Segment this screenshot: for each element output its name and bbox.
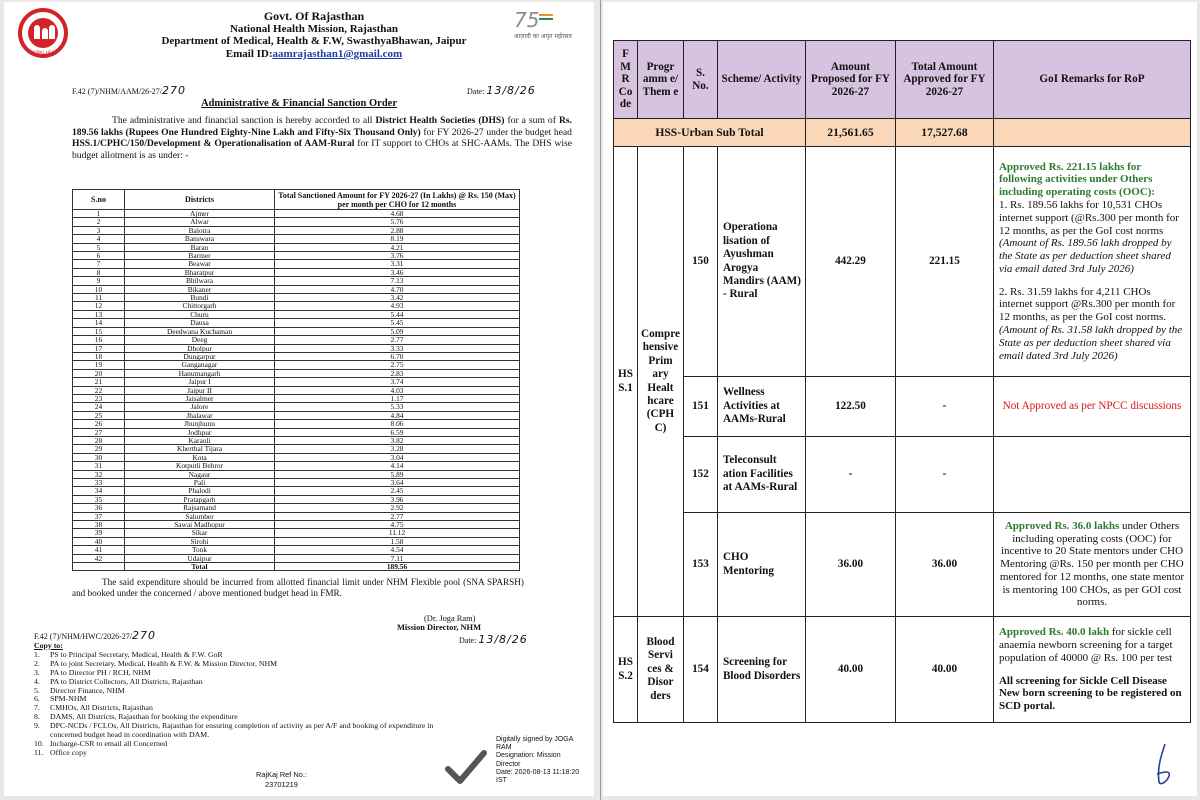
fmr-code-hss1: HS S.1 [614,147,638,617]
flag-icon [539,14,553,20]
table-row [73,546,520,554]
cell-sno: 19 [73,361,125,369]
cell-district: Nagaur [125,470,275,478]
cell-amount: 6.70 [275,352,520,360]
table-row [73,361,520,369]
table-row [73,210,520,218]
list-item: 4. PA to District Collectors, All Districts, Rajasthan [34,676,203,686]
cell-amount: 3.31 [275,260,520,268]
ref-handwritten: 270 [162,84,187,97]
table-row [73,243,520,251]
hss-subtotal-row [614,119,1191,147]
cell-sno: 30 [73,453,125,461]
mission-heading: National Health Mission, Rajasthan [229,23,399,35]
copy-to-title: Copy to: [34,641,63,650]
list-item: 1. PS to Principal Secretary, Medical, Health & F.W. GoR [34,649,223,659]
cell-district: Kota [125,453,275,461]
copy-to-list [34,642,454,758]
nhm-logo [18,8,68,58]
table-row [73,411,520,419]
cell-amount: 3.82 [275,436,520,444]
cell-sno: 34 [73,487,125,495]
checkmark-icon [444,747,488,787]
table-row [73,428,520,436]
cell-district: Churu [125,310,275,318]
cell-sno: 14 [73,319,125,327]
cell-district: Dungarpur [125,352,275,360]
sno-154: 154 [683,617,717,723]
cell-district: Ajmer [125,210,275,218]
email-link[interactable]: aamrajasthan1@gmail.com [272,48,403,60]
table-row [73,319,520,327]
cell-district: Kotputli Behror [125,462,275,470]
cell-sno: 26 [73,420,125,428]
cell-amount: 8.19 [275,235,520,243]
order-title: Administrative & Financial Sanction Order [201,98,397,109]
cell-district: Balotra [125,226,275,234]
sno-152: 152 [683,437,717,513]
cell-sno: 2 [73,218,125,226]
cell-sno: 28 [73,436,125,444]
cell-amount: 2.88 [275,226,520,234]
cell-district: Beawar [125,260,275,268]
table-row [73,252,520,260]
cell-district: Bikaner [125,285,275,293]
table-row [73,537,520,545]
col-fmr-code: F M R Co de [614,41,638,119]
cell-district: Jaipur I [125,378,275,386]
table-row [73,218,520,226]
cell-sno: 38 [73,521,125,529]
total-row [73,563,520,571]
table-row [73,352,520,360]
cell-sno: 17 [73,344,125,352]
cell-sno: 15 [73,327,125,335]
cell-district: Bhilwara [125,277,275,285]
rajkaj-number: 23701219 [265,780,298,789]
cell-district: Banswara [125,235,275,243]
hss-approved: 17,527.68 [895,119,993,147]
cell-amount: 11.12 [275,529,520,537]
digital-signature-block [496,736,596,785]
cell-sno: 8 [73,268,125,276]
cell-amount: 1.17 [275,394,520,402]
hss-subtotal-label: HSS-Urban Sub Total [614,119,806,147]
cell-amount: 4.14 [275,462,520,470]
cell-amount: 3.74 [275,378,520,386]
cell-sno: 11 [73,294,125,302]
approved-154: 40.00 [895,617,993,723]
email-label: Email ID: [225,48,273,60]
cell-sno: 25 [73,411,125,419]
cell-district: Sikar [125,529,275,537]
cell-district: Jaisalmer [125,394,275,402]
table-row [73,453,520,461]
cell-district: Pali [125,479,275,487]
cell-amount: 2.45 [275,487,520,495]
digital-signature-line: Date: 2026-08-13 11:18:20 [496,768,580,776]
cell-district: Chittorgarh [125,302,275,310]
cell-district: Barmer [125,252,275,260]
col-scheme: Scheme/ Activity [717,41,805,119]
table-row [73,420,520,428]
col-sno: S.no [73,190,125,210]
table-row [73,369,520,377]
cell-amount: 4.93 [275,302,520,310]
cell-amount: 7.13 [275,277,520,285]
sno-153: 153 [683,513,717,617]
fmr-code-hss2: HS S.2 [614,617,638,723]
cell-sno: 37 [73,512,125,520]
cell-district: Deedwana Kuchaman [125,327,275,335]
table-row [614,147,1191,377]
cell-amount: 4.84 [275,411,520,419]
remarks-150: Approved Rs. 221.15 lakhs for following activities under Others including operating costs (OOC): 1. Rs. 189.56 lakhs for 10,531 CHOs internet support (@Rs.300 per month for 12 months, as per the GoI cost norms (Amount of Rs. 189.56 lakh dropped by the State as per deduction sheet shared via email dated 3rd July 2026) 2. Rs. 31.59 lakhs for 4,211 CHOs internet support @Rs.300 per month for 12 months, as per the GoI cost norms. (Amount of Rs. 31.58 lakh dropped by the State as per deduction sheet shared via email dated 3rd July 2026) [993,147,1190,377]
cell-sno: 36 [73,504,125,512]
cell-amount: 4.54 [275,546,520,554]
cell-sno: 6 [73,252,125,260]
cell-amount: 2.83 [275,369,520,377]
list-item: 10. Incharge-CSR to email all Concerned [34,738,168,748]
table-row [73,394,520,402]
list-item: 8. DAMS, All Districts, Rajasthan for booking the expenditure [34,712,238,722]
cell-amount: 4.03 [275,386,520,394]
remarks-151: Not Approved as per NPCC discussions [993,377,1190,437]
cell-amount: 4.75 [275,521,520,529]
cell-amount: 2.75 [275,361,520,369]
cell-sno: 23 [73,394,125,402]
list-item: 3. PA to Director PH / RCH, NHM [34,667,151,677]
signatory-name: (Dr. Joga Ram) [424,614,476,623]
cell-sno: 3 [73,226,125,234]
cell-district: Alwar [125,218,275,226]
digital-signature-line: Designation: Mission [496,752,561,760]
cell-district: Sirohi [125,537,275,545]
cell-amount: 5.33 [275,403,520,411]
cell-sno: 40 [73,537,125,545]
cell-amount: 3.04 [275,453,520,461]
cell-sno: 13 [73,310,125,318]
proposed-154: 40.00 [805,617,895,723]
cell-amount: 4.70 [275,285,520,293]
cell-amount: 2.92 [275,504,520,512]
table-row [73,378,520,386]
list-item: 6. SPM-NHM [34,694,87,704]
table-row [614,377,1191,437]
cell-amount: 3.33 [275,344,520,352]
cell-sno: 9 [73,277,125,285]
nhm-logo-text: NATIONAL HEALTH MISSION [24,50,62,58]
table-row [73,386,520,394]
sno-151: 151 [683,377,717,437]
logo-75: 75 [514,8,540,32]
rajkaj-reference [256,770,307,790]
cell-district: Phalodi [125,487,275,495]
cell-district: Tonk [125,546,275,554]
list-item: 5. Director Finance, NHM [34,685,125,695]
cell-district: Jaipur II [125,386,275,394]
signature-scribble [1143,742,1183,787]
table-row [73,260,520,268]
cell-district: Deeg [125,336,275,344]
cell-district: Karauli [125,436,275,444]
table-row [73,445,520,453]
hss-proposed: 21,561.65 [805,119,895,147]
cell-sno: 35 [73,495,125,503]
date-handwritten: 13/8/26 [486,84,536,97]
digital-signature-line: IST [496,777,507,785]
cell-amount: 5.89 [275,470,520,478]
cell-sno: 31 [73,462,125,470]
proposed-152: - [805,437,895,513]
cell-amount: 5.45 [275,319,520,327]
total-label: Total [125,563,275,571]
approved-151: - [895,377,993,437]
sanction-order-page [4,2,594,796]
table-row [73,470,520,478]
col-remarks: GoI Remarks for RoP [993,41,1190,119]
list-item: 11. Office copy [34,747,87,757]
rop-table-page [603,2,1197,796]
cell-district: Pratapgarh [125,495,275,503]
cell-amount: 4.21 [275,243,520,251]
table-row [73,302,520,310]
cell-amount: 1.58 [275,537,520,545]
district-rows [73,210,520,571]
table-row [73,487,520,495]
activity-150: Operationa lisation of Ayushman Arogya Mandirs (AAM) - Rural [717,147,805,377]
cell-sno: 16 [73,336,125,344]
cell-sno: 12 [73,302,125,310]
activity-154: Screening for Blood Disorders [717,617,805,723]
cell-sno: 42 [73,554,125,562]
cell-district: Salumber [125,512,275,520]
cell-amount: 5.76 [275,218,520,226]
list-item: 9. DPC-NCDs / FCLOs, All Districts, Rajasthan for ensuring completion of activity as per A/F and booking of expenditure in concerned budget head in coordination with DAM. [34,721,434,740]
remarks-152 [993,437,1190,513]
proposed-153: 36.00 [805,513,895,617]
approved-150: 221.15 [895,147,993,377]
table-row [73,495,520,503]
email-line [134,48,494,61]
cell-sno: 7 [73,260,125,268]
cell-amount: 3.46 [275,268,520,276]
activity-151: Wellness Activities at AAMs-Rural [717,377,805,437]
cell-sno: 32 [73,470,125,478]
cell-amount: 3.28 [275,445,520,453]
department-heading: Department of Medical, Health & F.W, SwasthyaBhawan, Jaipur [161,35,467,47]
district-allotment-table [72,189,520,571]
copy-date: Date: 13/8/26 [459,633,528,646]
rop-table [613,40,1191,723]
table-row [73,235,520,243]
logo-hindi-text: आज़ादी का अमृत महोत्सव [514,33,572,40]
page-divider [600,0,601,800]
cell-amount: 3.76 [275,252,520,260]
approved-152: - [895,437,993,513]
sno-150: 150 [683,147,717,377]
cell-district: Udaipur [125,554,275,562]
activity-153: CHO Mentoring [717,513,805,617]
cell-district: Jalore [125,403,275,411]
cell-district: Sawai Madhopur [125,521,275,529]
table-row [73,268,520,276]
digital-signature-line: RAM [496,744,512,752]
total-value: 189.56 [275,563,520,571]
programme-blood: Blood Servi ces & Disor ders [638,617,684,723]
cell-amount: 3.42 [275,294,520,302]
table-row [73,462,520,470]
table-row [73,226,520,234]
table-row [73,436,520,444]
approved-153: 36.00 [895,513,993,617]
cell-district: Kherthal Tijara [125,445,275,453]
reference-number-2: F.42 (7)/NHM/HWC/2026-27/270 [34,629,157,642]
table-row [73,554,520,562]
cell-sno: 27 [73,428,125,436]
table-row [73,479,520,487]
govt-heading: Govt. Of Rajasthan [263,9,365,23]
cell-amount: 6.59 [275,428,520,436]
cell-district: Ganganagar [125,361,275,369]
remarks-154: Approved Rs. 40.0 lakh for sickle cell anaemia newborn screening for a target population of 40000 @ Rs. 100 per test All screening for Sickle Cell Disease New born screening to be registered on SCD portal. [993,617,1190,723]
programme-cphc: Compre hensive Prim ary Healt hcare (CPH C) [638,147,684,617]
col-proposed: Amount Proposed for FY 2026-27 [805,41,895,119]
cell-sno: 20 [73,369,125,377]
cell-district: Rajsamand [125,504,275,512]
cell-district: Baran [125,243,275,251]
table-row [73,504,520,512]
list-item: 2. PA to joint Secretary, Medical, Health & F.W. & Mission Director, NHM [34,658,278,668]
cell-district: Jodhpur [125,428,275,436]
cell-amount: 5.44 [275,310,520,318]
table-row [73,294,520,302]
cell-sno: 24 [73,403,125,411]
cell-sno: 1 [73,210,125,218]
list-item: 7. CMHOs, All Districts, Rajasthan [34,703,153,713]
cell-amount: 5.09 [275,327,520,335]
table-row [614,617,1191,723]
cell-district: Bharatpur [125,268,275,276]
cell-amount: 4.68 [275,210,520,218]
activity-152: Teleconsult ation Facilities at AAMs-Rural [717,437,805,513]
cell-district: Dholpur [125,344,275,352]
azadi-ka-amrit-mahotsav-logo [514,8,574,54]
table-row [614,437,1191,513]
table-row [73,336,520,344]
table-row [73,521,520,529]
col-programme: Progr amm e/ Them e [638,41,684,119]
table-row [73,344,520,352]
cell-sno: 33 [73,479,125,487]
cell-district: Jhalawar [125,411,275,419]
col-sno: S. No. [683,41,717,119]
proposed-150: 442.29 [805,147,895,377]
cell-amount: 2.77 [275,512,520,520]
digital-signature-line: Director [496,760,521,768]
reference-number: F.42 (7)/NHM/AAM/26-27/270 [72,84,187,97]
cell-district: Bundi [125,294,275,302]
cell-amount: 7.11 [275,554,520,562]
sanction-paragraph: The administrative and financial sanction is hereby accorded to all District Health Societies (DHS) for a sum of Rs. 189.56 lakhs (Rupees One Hundred Eighty-Nine Lakh and Fifty-Six Thousand Only) for FY 2026-27 under the budget head HSS.1/CPHC/150/Development & Operationalisation of AAM-Rural for IT support to CHOs at SHC-AAMs. The DHS wise budget allotment is as under: - [72,115,572,161]
table-row [73,327,520,335]
cell-sno: 29 [73,445,125,453]
cell-sno: 39 [73,529,125,537]
cell-sno: 10 [73,285,125,293]
cell-sno: 41 [73,546,125,554]
table-row [73,310,520,318]
table-row [73,403,520,411]
col-amount: Total Sanctioned Amount for FY 2026-27 (In Lakhs) @ Rs. 150 (Max) per month per CHO for 12 months [275,190,520,210]
table-row [73,529,520,537]
cell-sno: 4 [73,235,125,243]
cell-amount: 2.77 [275,336,520,344]
signatory-title: Mission Director, NHM [397,623,481,632]
cell-sno: 18 [73,352,125,360]
col-districts: Districts [125,190,275,210]
cell-district: Dausa [125,319,275,327]
remarks-153: Approved Rs. 36.0 lakhs under Others including operating costs (OOC) for incentive to 20 State mentors under CHO Mentoring @Rs. 150 per month per CHO mentored for 12 months, one state mentor is mentoring 100 CHOs, as per GOI cost norms. [993,513,1190,617]
cell-sno: 22 [73,386,125,394]
table-row [73,277,520,285]
rajkaj-label: RajKaj Ref No.: [256,770,307,779]
cell-sno: 5 [73,243,125,251]
cell-amount: 3.64 [275,479,520,487]
cell-district: Hanumangarh [125,369,275,377]
digital-signature-line: Digitally signed by JOGA [496,736,574,743]
table-row [73,512,520,520]
table-row [73,285,520,293]
cell-sno: 21 [73,378,125,386]
table-row [614,513,1191,617]
col-approved: Total Amount Approved for FY 2026-27 [895,41,993,119]
order-date: Date: 13/8/26 [467,84,536,97]
cell-district: Jhunjhunu [125,420,275,428]
expenditure-note: The said expenditure should be incurred from allotted financial limit under NHM Flexible pool (SNA SPARSH) and booked under the concerned / above mentioned budget head in FMR. [72,577,524,598]
proposed-151: 122.50 [805,377,895,437]
cell-amount: 3.96 [275,495,520,503]
cell-amount: 8.06 [275,420,520,428]
